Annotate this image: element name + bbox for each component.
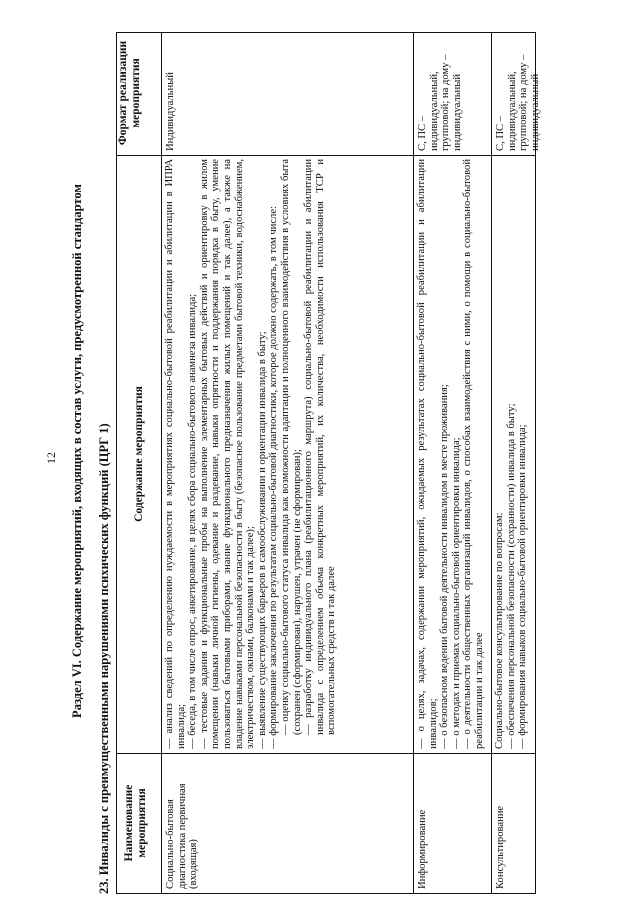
row-1-format: Индивидуальный	[165, 72, 176, 151]
row-3-format: С, ПС – индивидуальный, групповой; на дому – индивидуальный	[495, 54, 541, 151]
row-1-item: — выявление существующих барьеров в самообслуживании и ориентации инвалида в быту;	[256, 331, 268, 749]
row-3-item: — формирования навыков социально-бытовой ориентировки инвалида;	[517, 424, 529, 749]
row-1-item: — беседа, в том числе опрос, анкетирование, в целях сбора социально-бытового анамнеза инвалида;	[187, 293, 199, 749]
row-3-name: Консультирование	[495, 805, 506, 889]
row-1-item: — анализ сведений по определению нуждаемости в мероприятиях социально-бытовой реабилитации и абилитации в ИПРА инвалида;	[164, 159, 187, 749]
row-1-subitem: — оценку социально-бытового статуса инвалида как возможности адаптации и полноценного взаимодействия в условиях быта (сохранен (сформирован), нарушен, утрачен (не сформирован);	[279, 159, 303, 735]
row-1-content	[164, 159, 410, 749]
table-subtitle: 23. Инвалиды с преимущественными нарушениями психических функций (ЦРГ 1)	[97, 423, 111, 894]
page-number: 12	[44, 452, 58, 464]
row-2-item: — о методах и приемах социально-бытовой ориентировки инвалида;	[450, 437, 462, 749]
row-1-subitem: — разработку индивидуального плана (реабилитационного маршрута) социально-бытовой реабилитации и абилитации инвалида с определением объема конкретных мероприятий, их количества, необходимости использования ТСР и вспомогательных средств и так далее	[303, 159, 338, 735]
header-format: Формат реализации мероприятия	[117, 40, 142, 146]
row-1-item: — тестовые задания и функциональные пробы на выполнение элементарных бытовых действий и ориентировку в жилом помещении (навыки личной гигиены, одевание и раздевание, навыки опрятности и поддержания порядка в быту, умение пользоваться бытовыми приборами, знание функционального предназначения жилых помещений и так далее), а также на владение навыками персональной безопасности в быту (безопасное пользование предметами бытовой техники, водоснабжением, электричеством, окнами, балконами и так далее);	[198, 159, 257, 749]
header-content: Содержание мероприятия	[133, 386, 145, 522]
row-2-content	[416, 159, 490, 749]
measures-table	[116, 32, 541, 894]
section-title: Раздел VI. Содержание мероприятий, входящих в состав услуги, предусмотренной стандартом	[70, 184, 84, 718]
row-2-item: — о безопасном ведении бытовой деятельности инвалидом в месте проживания;	[439, 384, 451, 749]
row-2-name: Информирование	[417, 809, 428, 889]
row-1-name: Социально-бытовая диагностика первичная (входящая)	[165, 783, 200, 889]
row-1-item: — формирование заключения по результатам социально-бытовой диагностики, которое должно содержать, в том числе:	[268, 206, 280, 749]
header-name: Наименование мероприятия	[123, 784, 148, 862]
row-2-item: — о целях, задачах, содержании мероприятий, ожидаемых результатах социально-бытовой реабилитации и абилитации инвалидов;	[416, 159, 439, 749]
row-2-format: С, ПС – индивидуальный, групповой; на дому – индивидуальный	[417, 54, 463, 151]
row-3-item: — обеспечения персональной безопасности (сохранности) инвалида в быту;	[505, 403, 517, 749]
row-3-content	[494, 159, 534, 749]
row-3-item: Социально-бытовое консультирование по вопросам:	[494, 512, 505, 749]
row-2-item: — о деятельности общественных организаций инвалидов, о способах взаимодействия с ними, о помощи в социально-бытовой реабилитации и так далее	[462, 159, 485, 749]
